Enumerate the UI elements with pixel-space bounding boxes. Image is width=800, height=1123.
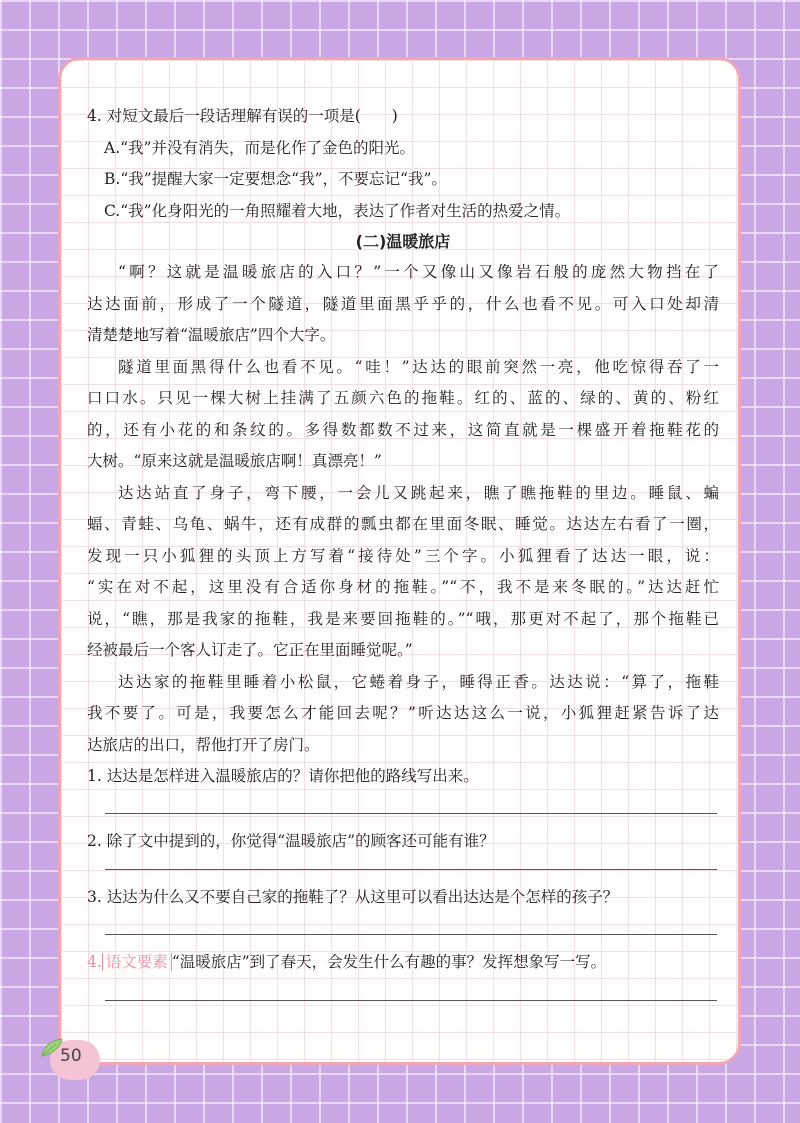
passage-line: 经被最后一个客人订走了。它正在里面睡觉呢。” bbox=[87, 641, 413, 659]
paragraph-3 bbox=[87, 478, 719, 667]
passage-line: 口口水。只见一棵大树上挂满了五颜六色的拖鞋。红的、蓝的、绿的、黄的、粉红 bbox=[87, 389, 719, 407]
answer-line-1[interactable] bbox=[105, 813, 717, 814]
passage-line: 达达站直了身子，弯下腰，一会儿又跳起来，瞧了瞧拖鞋的里边。睡鼠、蝙 bbox=[118, 483, 719, 502]
passage-line: 达达面前，形成了一个隧道，隧道里面黑乎乎的，什么也看不见。可入口处却清 bbox=[87, 294, 719, 313]
q4-prev-option-a: A.“我”并没有消失，而是化作了金色的阳光。 bbox=[104, 138, 415, 157]
paragraph-4 bbox=[87, 667, 719, 762]
passage-line: “实在对不起，这里没有合适你身材的拖鞋。”“不，我不是来冬眠的。”达达赶忙 bbox=[87, 578, 719, 596]
paragraph-2 bbox=[87, 352, 719, 478]
passage-line: 大树。“原来这就是温暖旅店啊！真漂亮！” bbox=[87, 452, 382, 470]
q4-prev-question: 4. 对短文最后一段话理解有误的一项是( ) bbox=[87, 107, 398, 125]
question-4-text: “温暖旅店”到了春天，会发生什么有趣的事？发挥想象写一写。 bbox=[171, 952, 607, 971]
passage-line: 隧道里面黑得什么也看不见。“哇！”达达的眼前突然一亮，他吃惊得吞了一 bbox=[118, 357, 719, 376]
passage-line: 发现一只小狐狸的头顶上方写着“接待处”三个字。小狐狸看了达达一眼，说： bbox=[87, 546, 719, 565]
worksheet-content bbox=[87, 101, 719, 1013]
q4-prev-option-c: C.“我”化身阳光的一角照耀着大地，表达了作者对生活的热爱之情。 bbox=[104, 201, 571, 220]
passage-line: 说，“瞧，那是我家的拖鞋，我是来要回拖鞋的。”“哦，那更对不起了，那个拖鞋已 bbox=[87, 609, 719, 628]
section-title: (二)温暖旅店 bbox=[355, 232, 451, 251]
page-number: 50 bbox=[60, 1046, 82, 1066]
passage-line: 的，还有小花的和条纹的。多得数都数不过来，这简直就是一棵盛开着拖鞋花的 bbox=[87, 420, 719, 439]
answer-line-4[interactable] bbox=[105, 1000, 717, 1001]
question-4-number: 4. bbox=[87, 952, 102, 971]
question-3: 3. 达达为什么又不要自己家的拖鞋了？从这里可以看出达达是个怎样的孩子？ bbox=[87, 888, 619, 906]
q4-prev-option-b: B.“我”提醒大家一定要想念“我”，不要忘记“我”。 bbox=[104, 170, 447, 188]
passage-line: “啊？这就是温暖旅店的入口？”一个又像山又像岩石般的庞然大物挡在了 bbox=[118, 263, 719, 281]
question-1: 1. 达达是怎样进入温暖旅店的？请你把他的路线写出来。 bbox=[87, 767, 479, 785]
passage-line: 达达家的拖鞋里睡着小松鼠，它蜷着身子，睡得正香。达达说：“算了，拖鞋 bbox=[118, 672, 719, 691]
answer-line-3[interactable] bbox=[105, 934, 717, 935]
passage-line: 达旅店的出口，帮他打开了房门。 bbox=[87, 735, 320, 754]
passage-line: 蝠、青蛙、乌龟、蜗牛，还有成群的瓢虫都在里面冬眠、睡觉。达达左右看了一圈， bbox=[87, 515, 719, 533]
passage-line: 清楚楚地写着“温暖旅店”四个大字。 bbox=[87, 326, 336, 344]
answer-line-2[interactable] bbox=[105, 869, 717, 870]
paragraph-1 bbox=[87, 257, 719, 352]
question-4 bbox=[87, 947, 719, 979]
question-4-tag: 语文要素 bbox=[102, 953, 172, 971]
question-2: 2. 除了文中提到的，你觉得“温暖旅店”的顾客还可能有谁？ bbox=[87, 831, 495, 850]
passage-line: 我不要了。可是，我要怎么才能回去呢？”听达达这么一说，小狐狸赶紧告诉了达 bbox=[87, 704, 719, 722]
